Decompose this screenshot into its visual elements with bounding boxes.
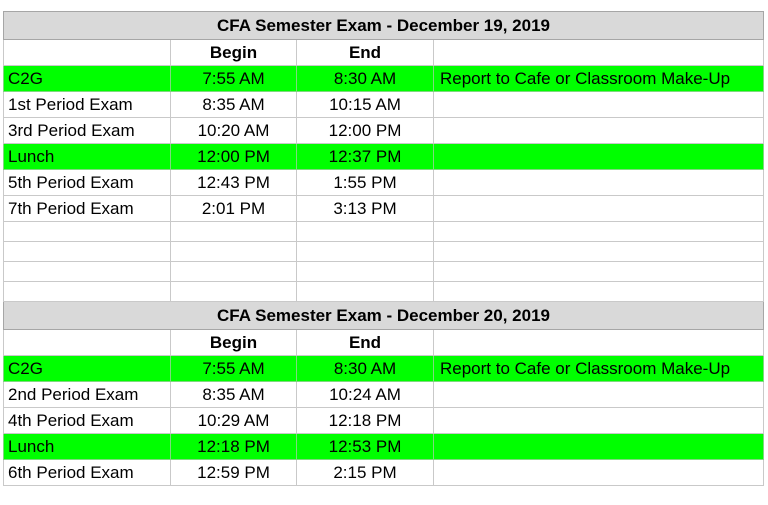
day2-title[interactable]: CFA Semester Exam - December 20, 2019 [4, 302, 764, 330]
end-time[interactable]: 8:30 AM [297, 66, 434, 92]
day1-row-period-3 [4, 118, 764, 144]
day1-end-header[interactable]: End [297, 40, 434, 66]
event-name[interactable]: C2G [4, 356, 171, 382]
event-name[interactable]: 4th Period Exam [4, 408, 171, 434]
note[interactable]: Report to Cafe or Classroom Make-Up [434, 356, 764, 382]
day1-begin-header[interactable]: Begin [171, 40, 297, 66]
event-name[interactable]: C2G [4, 66, 171, 92]
note[interactable] [434, 118, 764, 144]
exam-schedule-sheet [3, 11, 763, 486]
empty-row [4, 242, 764, 262]
begin-time[interactable]: 8:35 AM [171, 382, 297, 408]
end-time[interactable]: 3:13 PM [297, 196, 434, 222]
day2-row-period-2 [4, 382, 764, 408]
day1-row-period-5 [4, 170, 764, 196]
note[interactable] [434, 170, 764, 196]
begin-time[interactable]: 7:55 AM [171, 66, 297, 92]
event-name[interactable]: Lunch [4, 144, 171, 170]
end-time[interactable]: 2:15 PM [297, 460, 434, 486]
note[interactable] [434, 196, 764, 222]
end-time[interactable]: 8:30 AM [297, 356, 434, 382]
day1-header-note[interactable] [434, 40, 764, 66]
event-name[interactable]: 7th Period Exam [4, 196, 171, 222]
empty-cell[interactable] [434, 262, 764, 282]
begin-time[interactable]: 7:55 AM [171, 356, 297, 382]
day2-row-c2g [4, 356, 764, 382]
day2-row-lunch [4, 434, 764, 460]
note[interactable] [434, 382, 764, 408]
empty-cell[interactable] [297, 222, 434, 242]
empty-cell[interactable] [4, 262, 171, 282]
day2-end-header[interactable]: End [297, 330, 434, 356]
day1-header-row [4, 40, 764, 66]
empty-cell[interactable] [434, 242, 764, 262]
empty-cell[interactable] [297, 242, 434, 262]
begin-time[interactable]: 8:35 AM [171, 92, 297, 118]
empty-cell[interactable] [297, 262, 434, 282]
empty-cell[interactable] [171, 242, 297, 262]
empty-cell[interactable] [4, 222, 171, 242]
event-name[interactable]: 6th Period Exam [4, 460, 171, 486]
note[interactable]: Report to Cafe or Classroom Make-Up [434, 66, 764, 92]
empty-row [4, 262, 764, 282]
begin-time[interactable]: 12:59 PM [171, 460, 297, 486]
empty-cell[interactable] [171, 222, 297, 242]
empty-row [4, 222, 764, 242]
begin-time[interactable]: 12:18 PM [171, 434, 297, 460]
day1-row-period-7 [4, 196, 764, 222]
note[interactable] [434, 460, 764, 486]
begin-time[interactable]: 12:00 PM [171, 144, 297, 170]
day1-row-period-1 [4, 92, 764, 118]
event-name[interactable]: 3rd Period Exam [4, 118, 171, 144]
event-name[interactable]: Lunch [4, 434, 171, 460]
day2-row-period-4 [4, 408, 764, 434]
day1-title[interactable]: CFA Semester Exam - December 19, 2019 [4, 12, 764, 40]
empty-cell[interactable] [171, 282, 297, 302]
event-name[interactable]: 5th Period Exam [4, 170, 171, 196]
day1-header-blank[interactable] [4, 40, 171, 66]
day2-begin-header[interactable]: Begin [171, 330, 297, 356]
note[interactable] [434, 144, 764, 170]
end-time[interactable]: 12:37 PM [297, 144, 434, 170]
day1-row-lunch [4, 144, 764, 170]
exam-schedule-table [3, 11, 764, 486]
empty-cell[interactable] [434, 222, 764, 242]
end-time[interactable]: 12:00 PM [297, 118, 434, 144]
end-time[interactable]: 12:18 PM [297, 408, 434, 434]
empty-cell[interactable] [4, 242, 171, 262]
event-name[interactable]: 2nd Period Exam [4, 382, 171, 408]
day1-row-c2g [4, 66, 764, 92]
begin-time[interactable]: 12:43 PM [171, 170, 297, 196]
event-name[interactable]: 1st Period Exam [4, 92, 171, 118]
empty-cell[interactable] [434, 282, 764, 302]
end-time[interactable]: 10:15 AM [297, 92, 434, 118]
empty-cell[interactable] [171, 262, 297, 282]
day2-title-row [4, 302, 764, 330]
end-time[interactable]: 12:53 PM [297, 434, 434, 460]
begin-time[interactable]: 10:20 AM [171, 118, 297, 144]
empty-cell[interactable] [4, 282, 171, 302]
note[interactable] [434, 408, 764, 434]
day2-header-row [4, 330, 764, 356]
note[interactable] [434, 92, 764, 118]
empty-row [4, 282, 764, 302]
day2-header-blank[interactable] [4, 330, 171, 356]
empty-cell[interactable] [297, 282, 434, 302]
end-time[interactable]: 1:55 PM [297, 170, 434, 196]
note[interactable] [434, 434, 764, 460]
day1-title-row [4, 12, 764, 40]
day2-header-note[interactable] [434, 330, 764, 356]
begin-time[interactable]: 10:29 AM [171, 408, 297, 434]
end-time[interactable]: 10:24 AM [297, 382, 434, 408]
begin-time[interactable]: 2:01 PM [171, 196, 297, 222]
day2-row-period-6 [4, 460, 764, 486]
